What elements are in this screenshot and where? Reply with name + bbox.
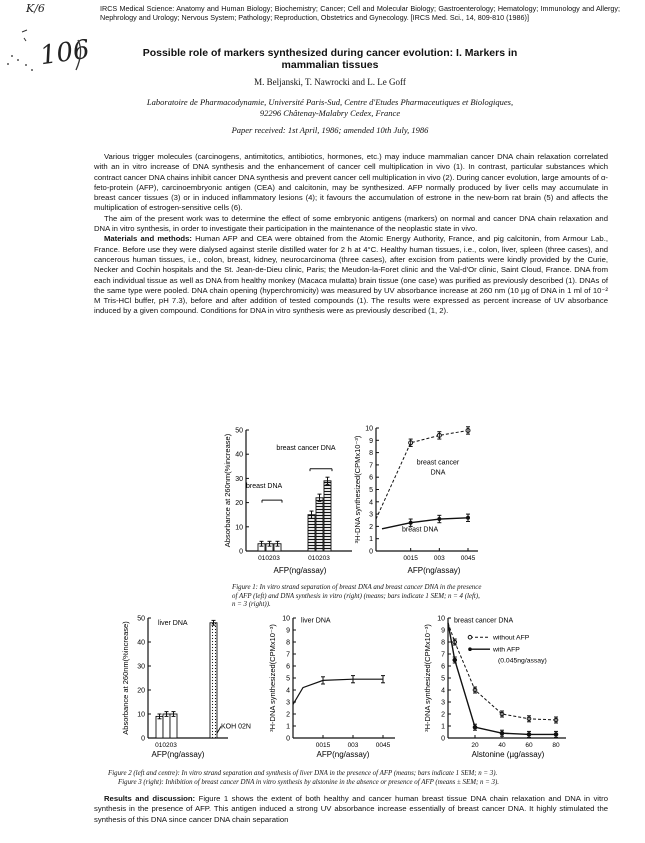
y-tick-label: 0 bbox=[441, 735, 445, 743]
y-tick-label: 30 bbox=[137, 663, 145, 671]
y-tick-label: 6 bbox=[441, 663, 445, 671]
y-tick-label: 2 bbox=[441, 711, 445, 719]
y-tick-label: 3 bbox=[369, 511, 373, 519]
y-tick-label: 20 bbox=[137, 687, 145, 695]
y-tick-label: 2 bbox=[369, 523, 373, 531]
x-tick-label: 010203 bbox=[258, 555, 280, 562]
paragraph-intro: Various trigger molecules (carcinogens, antimitotics, antibiotics, hormones, etc.) may induce mammalian cancer DNA chain relaxation correlated with an in vitro increase of DNA synthesis and the enhancement of cancer cell multiplication in vivo (1). In contrast, particular substances which contract cancer DNA chains inhibit cancer DNA synthesis and prevent cancer cell multiplication in vivo (2). During cancer evolution, large amounts of α-feto-protein (AFP), carcinoembryonic antigen (CEA) and calcitonin, may be synthesized. AFP normally produced by liver cells may accumulate in breast cancer tissues (3) or in induced inflammatory lesions (4); it favours the accumulation of estrone in the new-born rat brain (5) and affects the multiplication of estrogen-sensitive cells (6). bbox=[94, 152, 608, 213]
bar bbox=[210, 623, 217, 738]
chart-title: liver DNA bbox=[158, 619, 188, 627]
x-tick-label: 010203 bbox=[308, 555, 330, 562]
figure-3-caption: Figure 3 (right): Inhibition of breast cancer DNA in vitro synthesis by alstonine in the absence or presence of AFP (means ± SEM; n = 3). bbox=[118, 778, 499, 786]
bar bbox=[316, 498, 323, 551]
fig2-centre-chart bbox=[265, 610, 405, 768]
y-tick-label: 9 bbox=[369, 437, 373, 445]
x-axis-label: AFP(ng/assay) bbox=[151, 750, 205, 759]
bar bbox=[308, 515, 315, 551]
chart-title: liver DNA bbox=[301, 617, 331, 625]
paragraph-methods bbox=[94, 234, 608, 316]
koh-label: KOH 02N bbox=[221, 723, 251, 731]
y-axis-label: Absorbance at 260nm(%increase) bbox=[121, 621, 130, 735]
bar bbox=[170, 714, 177, 738]
figure-1-caption: Figure 1: In vitro strand separation of breast DNA and breast cancer DNA in the presence of AFP (left) and DNA synthesis in vitro (right) (means; bars indicate 1 SEM; n = 4 (left), n = 3 (right)). bbox=[232, 584, 482, 608]
group-label-breast-cancer: breast cancer DNA bbox=[276, 445, 336, 453]
series-label-breast-cancer-2: DNA bbox=[430, 469, 446, 477]
y-axis-label: ³H-DNA synthesized(CPMx10⁻³) bbox=[268, 624, 277, 732]
fig1-right-chart bbox=[350, 418, 505, 583]
legend-label-with-afp-dose: (0.045ng/assay) bbox=[498, 657, 547, 665]
x-axis-label: Alstonine (µg/assay) bbox=[471, 750, 545, 759]
x-axis-label: AFP(ng/assay) bbox=[273, 566, 327, 575]
paragraph-results bbox=[94, 794, 608, 825]
x-tick-label: 0045 bbox=[460, 555, 476, 562]
handwritten-note: K/6 bbox=[26, 2, 45, 15]
y-tick-label: 4 bbox=[441, 687, 445, 695]
pencil-marks bbox=[0, 20, 90, 90]
y-tick-label: 3 bbox=[286, 699, 290, 707]
y-tick-label: 8 bbox=[286, 639, 290, 647]
x-tick-label: 20 bbox=[471, 742, 479, 749]
y-tick-label: 4 bbox=[369, 499, 373, 507]
y-tick-label: 50 bbox=[137, 615, 145, 623]
y-tick-label: 7 bbox=[441, 651, 445, 659]
results-text: Figure 1 shows the extent of both healthy and cancer human breast tissue DNA chain relaxation and DNA in vitro synthesis in the presence of AFP. This antigen induced a strong UV absorbance increase essentially of breast cancer DNA. It highly stimulated the synthesis of this DNA since cancer DNA chain separation bbox=[94, 794, 608, 824]
legend-label-without-afp: without AFP bbox=[493, 634, 530, 642]
paragraph-aim: The aim of the present work was to determine the effect of some embryonic antigens (markers) on normal and cancer DNA chain relaxation and DNA in vitro synthesis, in order to investigate their participation in the maintenance of the neoplastic state in vivo. bbox=[94, 213, 608, 234]
x-tick-label: 60 bbox=[525, 742, 533, 749]
results-heading: Results and discussion: bbox=[104, 794, 196, 803]
y-tick-label: 1 bbox=[369, 536, 373, 544]
y-axis-label: Absorbance at 260nm(%increase) bbox=[223, 433, 232, 548]
legend-marker bbox=[468, 647, 472, 651]
y-tick-label: 8 bbox=[369, 450, 373, 458]
y-tick-label: 6 bbox=[369, 474, 373, 482]
affiliation-line-1: Laboratoire de Pharmacodynamie, Université Paris-Sud, Centre d'Etudes Pharmaceutiques et Biologiques, bbox=[146, 97, 514, 107]
y-tick-label: 10 bbox=[282, 615, 290, 623]
y-tick-label: 1 bbox=[441, 723, 445, 731]
series-line-breast-cancer bbox=[376, 430, 468, 519]
y-tick-label: 8 bbox=[441, 639, 445, 647]
x-tick-label: 0015 bbox=[315, 742, 331, 749]
y-tick-label: 5 bbox=[369, 487, 373, 494]
methods-text: Human AFP and CEA were obtained from the Atomic Energy Authority, France, and pig calcitonin, from Armour Lab., France. Before use they were dialysed against sterile distilled water for 2 h at 4°C. Healthy human tissues, i.e., colon, liver, spleen (three cases), and cancerous human tissues, i.e., colon, breast, kidney, neurocarcinoma (three cases), after excision from patients were kindly provided by the Curie, Necker and Cochin hospitals and the St. Jean-de-Dieu clinic, Paris; the Meudon-la-Foret clinic and the Val-d'Or clinic, Saint Cloud, France. DNA from each individual tissue as well as DNA from healthy monkey (Macaca mulatta) brain tissue (one case) was purified as previously described (1). DNAs of the same type were pooled. DNA chain opening (hyperchromicity) was measured by UV absorbance increase at 260 nm (10 µg of DNA in 1 ml of 10⁻² M Tris-HCl buffer, pH 7.3), before and after addition of tested compounds (1). The results were expressed as percent increase of UV absorbance induced by a given compound. Conditions for DNA in vitro synthesis were as previously described (1, 2). bbox=[94, 234, 608, 316]
y-tick-label: 0 bbox=[369, 548, 373, 556]
y-tick-label: 10 bbox=[137, 711, 145, 719]
x-tick-label: 80 bbox=[552, 742, 560, 749]
x-axis-label: AFP(ng/assay) bbox=[407, 566, 461, 575]
methods-heading: Materials and methods: bbox=[104, 234, 192, 244]
y-tick-label: 5 bbox=[286, 675, 290, 683]
legend-marker bbox=[468, 635, 472, 639]
y-axis-label: ³H-DNA synthesized(CPMx10⁻³) bbox=[423, 624, 432, 732]
series-label-breast-cancer-1: breast cancer bbox=[416, 459, 460, 467]
x-axis-label: AFP(ng/assay) bbox=[316, 750, 370, 759]
y-tick-label: 40 bbox=[137, 639, 145, 647]
fig2-left-chart bbox=[118, 610, 260, 768]
y-tick-label: 40 bbox=[235, 451, 243, 459]
y-tick-label: 0 bbox=[286, 735, 290, 743]
y-tick-label: 1 bbox=[286, 723, 290, 731]
series-label-breast: breast DNA bbox=[402, 526, 439, 534]
fig1-left-chart bbox=[222, 418, 357, 583]
y-tick-label: 20 bbox=[235, 500, 243, 508]
handwritten-number: 106 bbox=[38, 34, 92, 72]
y-tick-label: 9 bbox=[286, 627, 290, 635]
y-tick-label: 30 bbox=[235, 475, 243, 483]
y-tick-label: 10 bbox=[365, 425, 373, 433]
y-tick-label: 50 bbox=[235, 427, 243, 435]
journal-header: IRCS Medical Science: Anatomy and Human Biology; Biochemistry; Cancer; Cell and Molecular Biology; Gastroenterology; Hematology; Immunology and Allergy; Nephrology and Urology; Nervous System; Pathology; Reproduction, Obstetrics and Gynecology. [IRCS Med. Sci., 14, 809-810 (1986)] bbox=[100, 4, 620, 22]
y-tick-label: 4 bbox=[286, 687, 290, 695]
body-intro bbox=[94, 152, 608, 317]
y-tick-label: 6 bbox=[286, 663, 290, 671]
y-tick-label: 10 bbox=[437, 615, 445, 623]
x-tick-label: 40 bbox=[498, 742, 506, 749]
x-tick-label: 003 bbox=[433, 555, 445, 562]
legend-label-with-afp: with AFP bbox=[493, 646, 520, 654]
body-results bbox=[94, 794, 608, 825]
y-tick-label: 0 bbox=[239, 548, 243, 556]
y-axis-label: ³H-DNA synthesized(CPMx10⁻³) bbox=[353, 435, 362, 544]
chart-title: breast cancer DNA bbox=[454, 617, 514, 625]
bar bbox=[163, 714, 170, 738]
y-tick-label: 0 bbox=[141, 735, 145, 743]
y-tick-label: 7 bbox=[369, 462, 373, 470]
group-label: breast DNA bbox=[246, 483, 283, 491]
figure-2-3-caption bbox=[108, 770, 608, 787]
x-tick-label: 0015 bbox=[403, 555, 418, 562]
affiliation bbox=[100, 97, 560, 119]
bar bbox=[324, 481, 331, 551]
x-tick-label: 0045 bbox=[375, 742, 391, 749]
affiliation-line-2: 92296 Châtenay-Malabry Cedex, France bbox=[259, 108, 401, 118]
author-list: M. Beljanski, T. Nawrocki and L. Le Goff bbox=[254, 77, 406, 87]
y-tick-label: 3 bbox=[441, 699, 445, 707]
y-tick-label: 10 bbox=[235, 524, 243, 532]
series-line-liver bbox=[293, 679, 383, 704]
x-tick-label: 010203 bbox=[155, 742, 177, 749]
figure-2-caption: Figure 2 (left and centre): In vitro strand separation and synthesis of liver DNA in the presence of AFP (means; bars indicate 1 SEM; n = 3). bbox=[108, 770, 498, 777]
received-date: Paper received: 1st April, 1986; amended 10th July, 1986 bbox=[231, 125, 429, 135]
fig3-chart bbox=[420, 610, 572, 768]
bar bbox=[156, 716, 163, 738]
y-tick-label: 7 bbox=[286, 651, 290, 659]
paper-title: Possible role of markers synthesized during cancer evolution: I. Markers in mammalian tissues bbox=[142, 47, 518, 71]
y-tick-label: 5 bbox=[441, 675, 445, 683]
y-tick-label: 2 bbox=[286, 711, 290, 719]
x-tick-label: 003 bbox=[347, 742, 359, 749]
y-tick-label: 9 bbox=[441, 627, 445, 635]
